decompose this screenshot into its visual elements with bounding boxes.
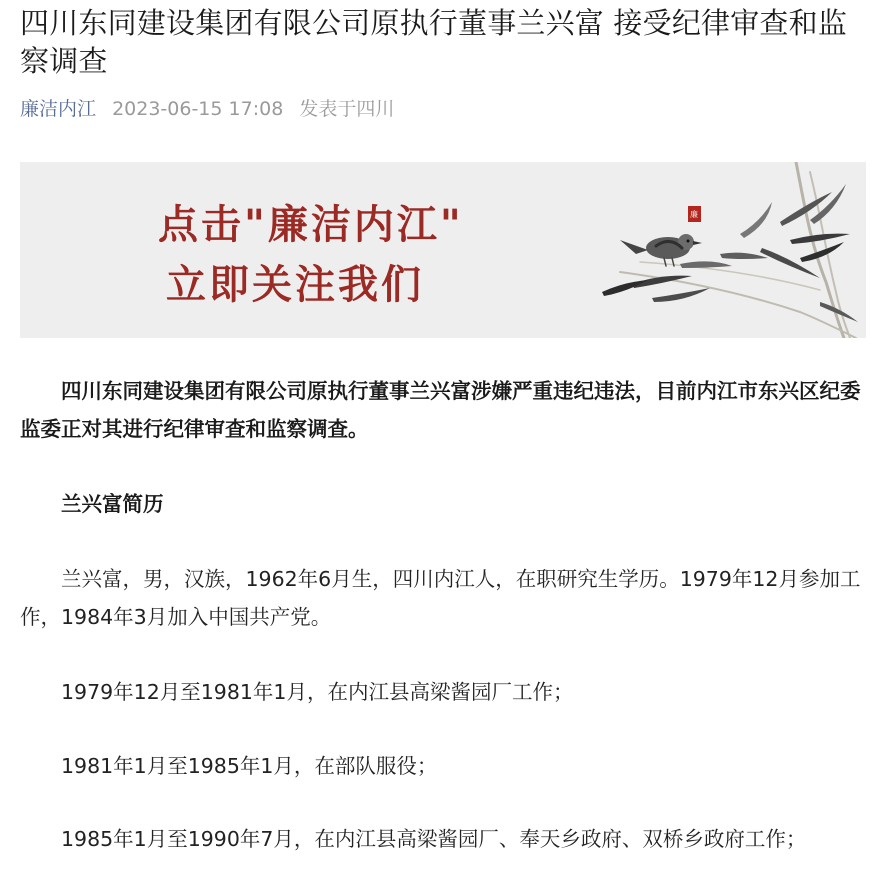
publish-location: 发表于四川 xyxy=(299,98,395,120)
resume-paragraph: 兰兴富，男，汉族，1962年6月生，四川内江人，在职研究生学历。1979年12月参加工作，1984年3月加入中国共产党。 xyxy=(20,567,861,629)
resume-paragraph: 1985年1月至1990年7月，在内江县高梁酱园厂、奉天乡政府、双桥乡政府工作； xyxy=(61,827,807,851)
account-name-link[interactable]: 廉洁内江 xyxy=(20,98,97,120)
resume-heading: 兰兴富简历 xyxy=(61,492,164,516)
publish-time: 2023-06-15 17:08 xyxy=(112,98,284,120)
resume-paragraph: 1981年1月至1985年1月，在部队服役； xyxy=(61,754,438,778)
article-title: 四川东同建设集团有限公司原执行董事兰兴富 接受纪律审查和监察调查 xyxy=(20,6,848,78)
banner-artwork xyxy=(20,162,866,338)
lead-paragraph: 四川东同建设集团有限公司原执行董事兰兴富涉嫌严重违纪违法，目前内江市东兴区纪委监委正对其进行纪律审查和监察调查。 xyxy=(20,379,861,441)
seal-stamp-icon xyxy=(688,206,701,222)
resume-paragraph: 1979年12月至1981年1月，在内江县高梁酱园厂工作； xyxy=(61,680,574,704)
article-meta xyxy=(20,96,394,122)
banner-line-1: 点击"廉洁内江" xyxy=(158,201,464,248)
bamboo-bird-painting xyxy=(602,162,858,338)
banner-line-2: 立即关注我们 xyxy=(166,261,424,308)
seal-stamp-text: 廉 xyxy=(690,210,698,219)
follow-banner-image[interactable] xyxy=(20,162,866,338)
